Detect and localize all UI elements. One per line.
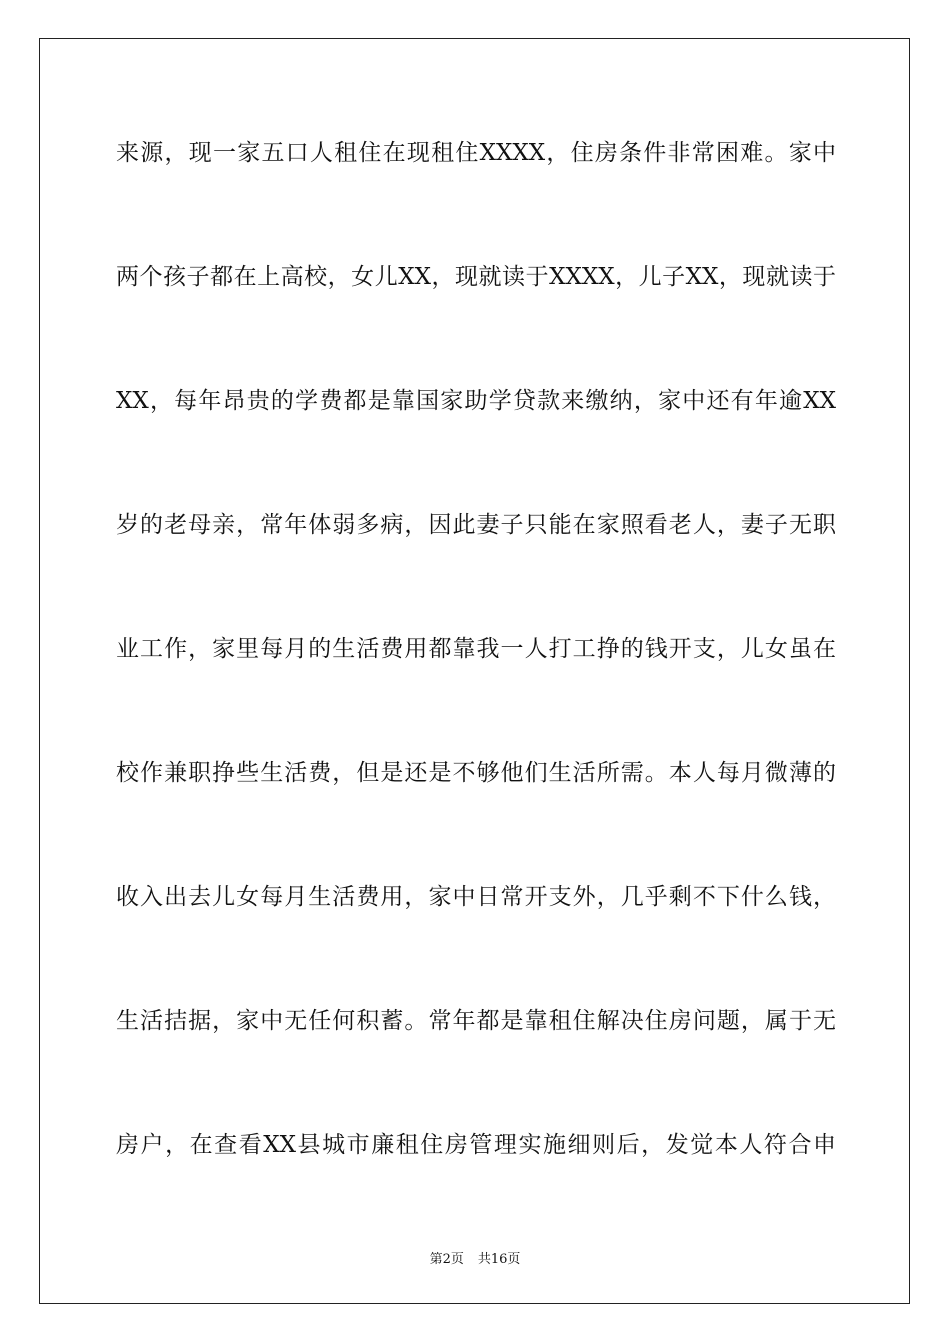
text-line: 业工作，家里每月的生活费用都靠我一人打工挣的钱开支，儿女虽在: [116, 636, 836, 662]
text-line: 岁的老母亲，常年体弱多病，因此妻子只能在家照看老人，妻子无职: [116, 512, 836, 538]
text-line: 房户，在查看XX县城市廉租住房管理实施细则后，发觉本人符合申: [116, 1132, 836, 1158]
page-total: 共16页: [477, 1252, 521, 1267]
text-line: 校作兼职挣些生活费，但是还是不够他们生活所需。本人每月微薄的: [116, 760, 836, 786]
text-line: 生活拮据，家中无任何积蓄。常年都是靠租住解决住房问题，属于无: [116, 1008, 836, 1034]
text-line: 来源，现一家五口人租住在现租住XXXX，住房条件非常困难。家中: [116, 140, 836, 166]
body-text: [116, 122, 836, 1238]
text-line: XX，每年昂贵的学费都是靠国家助学贷款来缴纳，家中还有年逾XX: [116, 388, 836, 414]
text-line: 收入出去儿女每月生活费用，家中日常开支外，几乎剩不下什么钱，: [116, 884, 836, 910]
page-number: 第2页: [429, 1252, 464, 1267]
text-line: 两个孩子都在上高校，女儿XX，现就读于XXXX，儿子XX，现就读于: [116, 264, 836, 290]
page-footer: [0, 1248, 950, 1267]
